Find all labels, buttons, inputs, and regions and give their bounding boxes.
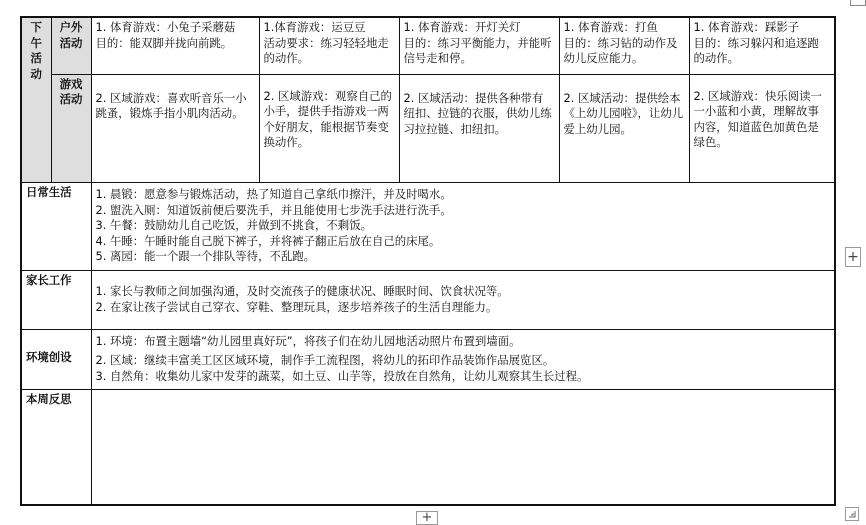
outdoor-day3-goal: 目的：练习平衡能力，并能听信号走和停。: [403, 35, 552, 65]
document-page: [20, 16, 834, 507]
parent-work-item: 2. 在家让孩子尝试自己穿衣、穿鞋、整理玩具，逐步培养孩子的生活自理能力。: [95, 299, 498, 314]
area-activity-label: [51, 74, 91, 182]
area-day4-text: 2. 区域活动：提供绘本《上幼儿园啦》，让幼儿爱上幼儿园。: [563, 90, 684, 136]
daily-life-label: 日常生活: [21, 182, 91, 270]
area-day3-text: 2. 区域活动：提供各种带有纽扣、拉链的衣服，供幼儿练习拉拉链、扣纽扣。: [403, 90, 552, 136]
outdoor-day4-title: 1. 体育游戏：打鱼: [563, 20, 658, 34]
outdoor-activity-label-text: 户外活动: [59, 20, 83, 50]
daily-life-row: [21, 182, 835, 270]
area-cell-day4[interactable]: [559, 74, 689, 182]
outdoor-day2-goal: 活动要求：练习轻轻地走的动作。: [263, 35, 389, 65]
area-cell-day3[interactable]: [399, 74, 559, 182]
resize-corner-icon: [847, 509, 857, 519]
environment-label: 环境创设: [21, 329, 91, 389]
daily-life-cell[interactable]: [91, 182, 835, 270]
outdoor-day5-goal: 目的：练习躲闪和追逐跑的动作。: [693, 35, 819, 65]
area-cell-day1[interactable]: [91, 74, 259, 182]
add-row-button[interactable]: +: [416, 511, 438, 525]
parent-work-item: 1. 家长与教师之间加强沟通，及时交流孩子的健康状况、睡眠时间、饮食状况等。: [95, 284, 509, 298]
area-day1-text: 2. 区域游戏：喜欢听音乐一小跳蚤，锻炼手指小肌肉活动。: [95, 90, 247, 120]
area-cell-day2[interactable]: [259, 74, 399, 182]
page-corner-marker: [850, 0, 866, 6]
outdoor-day5-title: 1. 体育游戏：踩影子: [693, 20, 800, 34]
outdoor-day1-goal: 目的：能双脚并拢向前跳。: [95, 35, 233, 50]
environment-row: [21, 329, 835, 389]
outdoor-day1-title: 1. 体育游戏：小兔子采蘑菇: [95, 20, 236, 34]
daily-life-item: 2. 盥洗入厕：知道饭前便后要洗手，并且能使用七步洗手法进行洗手。: [95, 202, 452, 217]
area-cell-day5[interactable]: [689, 74, 835, 182]
parent-work-label: 家长工作: [21, 270, 91, 329]
daily-life-item: 1. 晨锻：愿意参与锻炼活动，热了知道自己拿纸巾擦汗，并及时喝水。: [95, 187, 452, 202]
resize-handle[interactable]: [845, 507, 859, 521]
daily-life-item: 3. 午餐：鼓励幼儿自己吃饭，并做到不挑食，不剩饭。: [95, 218, 372, 233]
outdoor-day3-title: 1. 体育游戏：开灯关灯: [403, 20, 521, 34]
outdoor-cell-day4[interactable]: [559, 17, 689, 74]
outdoor-cell-day1[interactable]: [91, 17, 259, 74]
environment-item: 2. 区域：继续丰富美工区区域环境，制作手工流程图，将幼儿的拓印作品装饰作品展览区。: [95, 353, 555, 368]
reflection-row: [21, 389, 835, 505]
afternoon-area-row: [21, 74, 835, 182]
daily-life-item: 4. 午睡：午睡时能自己脱下裤子，并将裤子翻正后放在自己的床尾。: [95, 233, 441, 248]
environment-item: 1. 环境：布置主题墙“幼儿园里真好玩”，将孩子们在幼儿园地活动照片布置到墙面。: [95, 333, 521, 348]
outdoor-day2-title: 1.体育游戏：运豆豆: [263, 20, 366, 34]
area-day2-text: 2. 区域游戏：观察自己的小手，提供手指游戏一两个好朋友，能根据节奏变换动作。: [263, 88, 392, 149]
afternoon-outdoor-row: [21, 17, 835, 74]
outdoor-cell-day2[interactable]: [259, 17, 399, 74]
daily-life-item: 5. 离园：能一个跟一个排队等待，不乱跑。: [95, 249, 316, 264]
environment-cell[interactable]: [91, 329, 835, 389]
area-activity-label-text: 游戏活动: [59, 76, 83, 106]
reflection-label: 本周反思: [21, 389, 91, 505]
environment-item: 3. 自然角：收集幼儿家中发芽的蔬菜，如土豆、山芋等，投放在自然角，让幼儿观察其生长过程。: [95, 368, 589, 383]
parent-work-row: [21, 270, 835, 329]
reflection-cell[interactable]: [91, 389, 835, 505]
add-column-button[interactable]: +: [845, 247, 861, 267]
outdoor-cell-day3[interactable]: [399, 17, 559, 74]
parent-work-list: [96, 284, 831, 315]
afternoon-activity-label: [21, 17, 51, 182]
parent-work-cell[interactable]: [91, 270, 835, 329]
daily-life-list: [96, 187, 831, 265]
area-day5-text: 2. 区域游戏：快乐阅读一一小蓝和小黄，理解故事内容，知道蓝色加黄色是绿色。: [693, 88, 822, 149]
afternoon-activity-label-text: 下午活动: [30, 20, 42, 81]
outdoor-day4-goal: 目的：练习钻的动作及幼儿反应能力。: [563, 35, 678, 65]
environment-list: [96, 334, 831, 385]
outdoor-cell-day5[interactable]: [689, 17, 835, 74]
outdoor-activity-label: [51, 17, 91, 74]
weekly-plan-table: [20, 16, 836, 506]
